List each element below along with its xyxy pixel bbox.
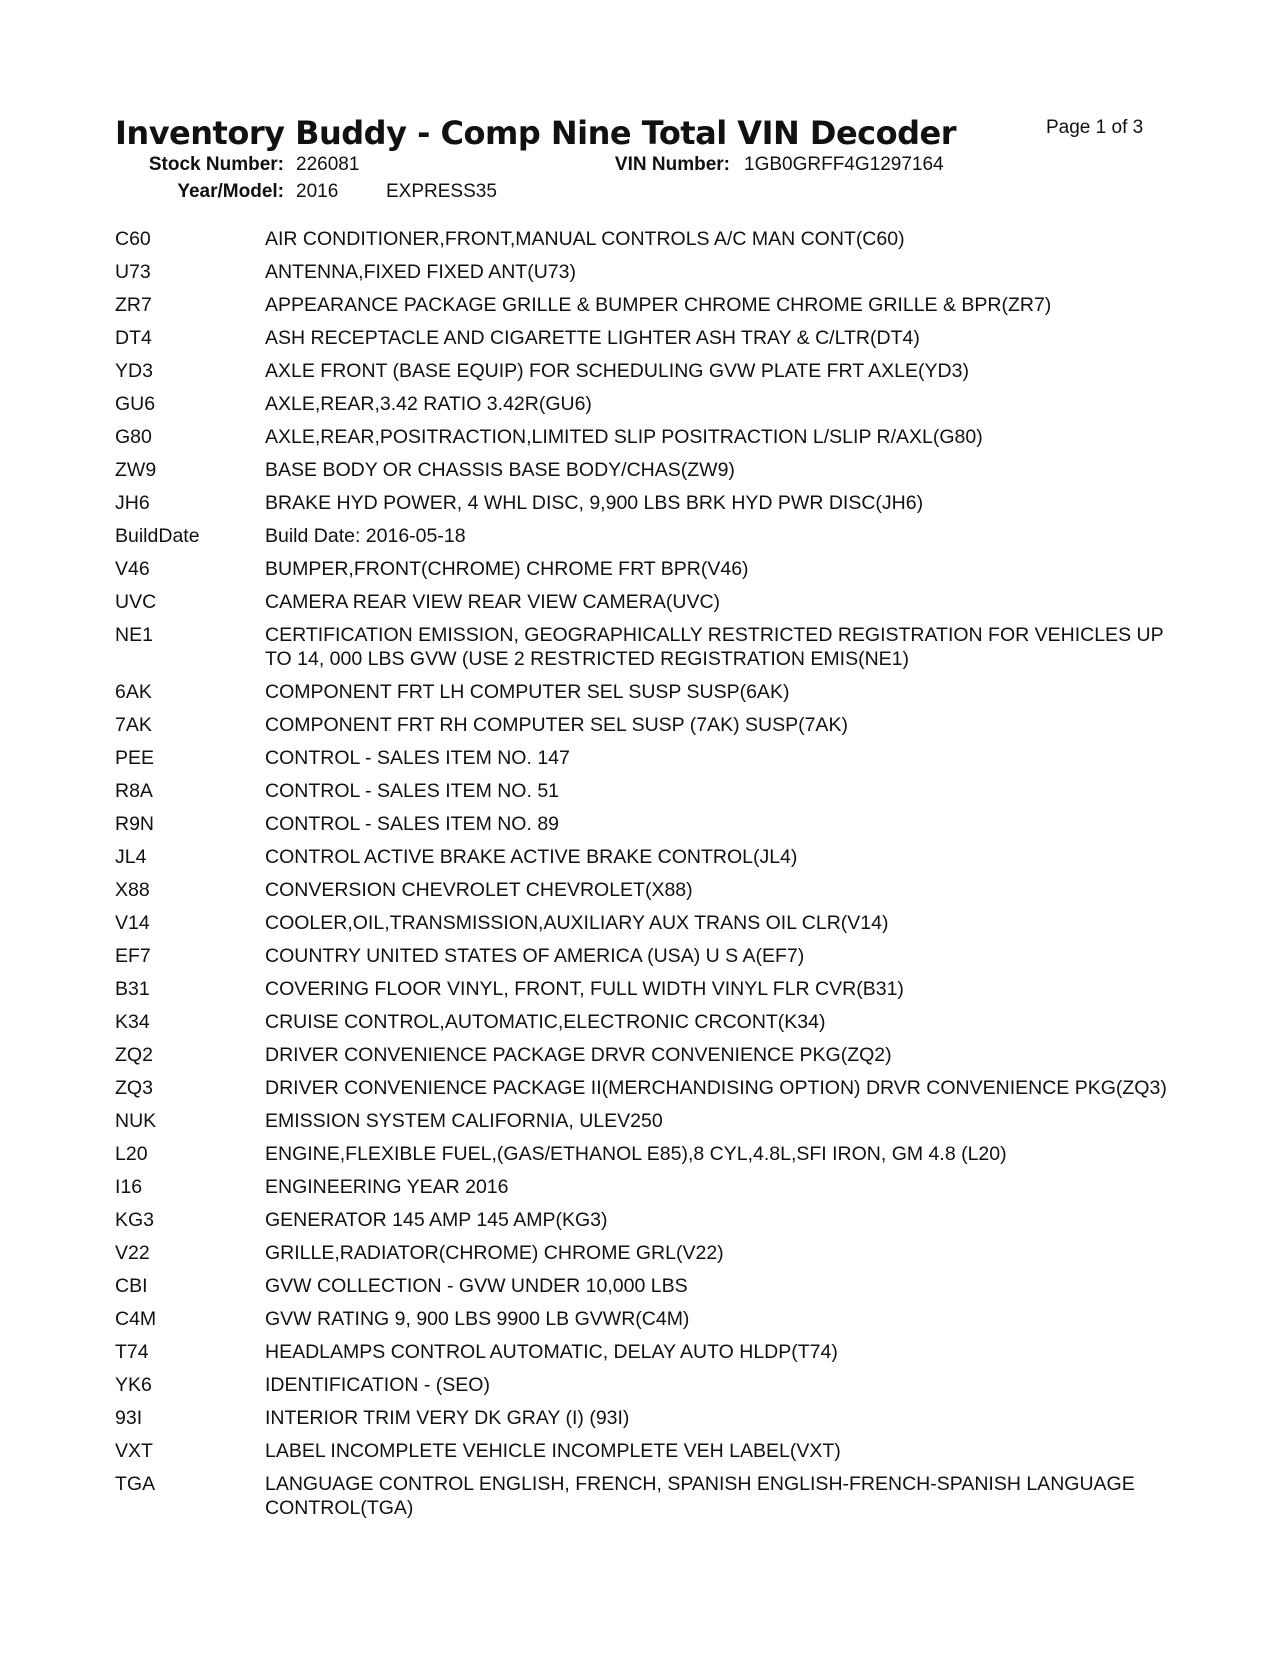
option-description: CRUISE CONTROL,AUTOMATIC,ELECTRONIC CRCONT(K34)	[265, 1011, 826, 1033]
option-code: ZW9	[115, 459, 157, 481]
option-row	[115, 746, 1175, 779]
option-row	[115, 359, 1175, 392]
option-description: ANTENNA,FIXED FIXED ANT(U73)	[265, 261, 576, 283]
option-code: ZR7	[115, 294, 152, 316]
option-description: DRIVER CONVENIENCE PACKAGE II(MERCHANDISING OPTION) DRVR CONVENIENCE PKG(ZQ3)	[265, 1077, 1167, 1099]
option-description: AIR CONDITIONER,FRONT,MANUAL CONTROLS A/C MAN CONT(C60)	[265, 228, 905, 250]
option-description: COOLER,OIL,TRANSMISSION,AUXILIARY AUX TRANS OIL CLR(V14)	[265, 912, 889, 934]
option-row	[115, 1373, 1175, 1406]
option-code: VXT	[115, 1440, 153, 1462]
option-code: U73	[115, 261, 151, 283]
option-code: T74	[115, 1341, 149, 1363]
option-row	[115, 260, 1175, 293]
option-code: C4M	[115, 1308, 157, 1330]
option-code: V46	[115, 558, 150, 580]
option-row	[115, 293, 1175, 326]
option-description: GVW COLLECTION - GVW UNDER 10,000 LBS	[265, 1275, 688, 1297]
option-code: BuildDate	[115, 525, 200, 547]
option-description: CONTROL - SALES ITEM NO. 147	[265, 747, 570, 769]
model-value: EXPRESS35	[386, 181, 497, 202]
option-row	[115, 1010, 1175, 1043]
option-code: G80	[115, 426, 152, 448]
option-code: R9N	[115, 813, 155, 835]
option-row	[115, 713, 1175, 746]
option-description: HEADLAMPS CONTROL AUTOMATIC, DELAY AUTO HLDP(T74)	[265, 1341, 838, 1363]
option-code: ZQ3	[115, 1077, 153, 1099]
option-description: BASE BODY OR CHASSIS BASE BODY/CHAS(ZW9)	[265, 459, 735, 481]
option-row	[115, 1043, 1175, 1076]
option-row	[115, 491, 1175, 524]
option-row	[115, 1274, 1175, 1307]
option-code: GU6	[115, 393, 156, 415]
option-row	[115, 977, 1175, 1010]
option-description: Build Date: 2016-05-18	[265, 525, 466, 547]
option-row	[115, 779, 1175, 812]
option-row	[115, 1406, 1175, 1439]
option-row	[115, 1109, 1175, 1142]
option-row	[115, 1208, 1175, 1241]
option-description: AXLE,REAR,POSITRACTION,LIMITED SLIP POSITRACTION L/SLIP R/AXL(G80)	[265, 426, 983, 448]
stock-number-label: Stock Number:	[148, 154, 284, 175]
option-row	[115, 1439, 1175, 1472]
option-code: NE1	[115, 624, 153, 646]
option-description: CONTROL - SALES ITEM NO. 51	[265, 780, 560, 802]
option-code: X88	[115, 879, 150, 901]
option-code: JL4	[115, 846, 147, 868]
option-code: ZQ2	[115, 1044, 153, 1066]
option-row	[115, 326, 1175, 359]
year-value: 2016	[296, 181, 339, 202]
option-code: 6AK	[115, 681, 152, 703]
option-code: YK6	[115, 1374, 152, 1396]
option-code: 93I	[115, 1407, 143, 1429]
option-row	[115, 1340, 1175, 1373]
option-description: COVERING FLOOR VINYL, FRONT, FULL WIDTH VINYL FLR CVR(B31)	[265, 978, 904, 1000]
option-code: PEE	[115, 747, 155, 769]
year-model-label: Year/Model:	[177, 181, 284, 202]
option-code: UVC	[115, 591, 157, 613]
option-row	[115, 557, 1175, 590]
option-row	[115, 1175, 1175, 1208]
option-row	[115, 623, 1175, 680]
option-row	[115, 845, 1175, 878]
option-description: COMPONENT FRT LH COMPUTER SEL SUSP SUSP(6AK)	[265, 681, 790, 703]
option-description: LABEL INCOMPLETE VEHICLE INCOMPLETE VEH LABEL(VXT)	[265, 1440, 841, 1462]
option-row	[115, 227, 1175, 260]
option-row	[115, 680, 1175, 713]
option-row	[115, 944, 1175, 977]
option-description: CERTIFICATION EMISSION, GEOGRAPHICALLY RESTRICTED REGISTRATION FOR VEHICLES UP TO 14, 000 LBS GVW (USE 2 RESTRICTED REGISTRATION EMIS(NE1)	[265, 624, 1164, 670]
option-description: BRAKE HYD POWER, 4 WHL DISC, 9,900 LBS BRK HYD PWR DISC(JH6)	[265, 492, 924, 514]
option-row	[115, 1307, 1175, 1340]
option-code: CBI	[115, 1275, 148, 1297]
option-row	[115, 590, 1175, 623]
option-row	[115, 1142, 1175, 1175]
option-description: COMPONENT FRT RH COMPUTER SEL SUSP (7AK) SUSP(7AK)	[265, 714, 848, 736]
vin-label: VIN Number:	[614, 154, 730, 175]
option-description: APPEARANCE PACKAGE GRILLE & BUMPER CHROME CHROME GRILLE & BPR(ZR7)	[265, 294, 1052, 316]
option-row	[115, 524, 1175, 557]
option-description: INTERIOR TRIM VERY DK GRAY (I) (93I)	[265, 1407, 630, 1429]
option-description: EMISSION SYSTEM CALIFORNIA, ULEV250	[265, 1110, 663, 1132]
option-row	[115, 812, 1175, 845]
option-description: AXLE FRONT (BASE EQUIP) FOR SCHEDULING GVW PLATE FRT AXLE(YD3)	[265, 360, 969, 382]
option-code: V14	[115, 912, 150, 934]
option-code: L20	[115, 1143, 148, 1165]
option-row	[115, 1241, 1175, 1274]
option-code: K34	[115, 1011, 150, 1033]
option-description: ASH RECEPTACLE AND CIGARETTE LIGHTER ASH TRAY & C/LTR(DT4)	[265, 327, 920, 349]
option-description: IDENTIFICATION - (SEO)	[265, 1374, 490, 1396]
option-description: AXLE,REAR,3.42 RATIO 3.42R(GU6)	[265, 393, 592, 415]
option-description: COUNTRY UNITED STATES OF AMERICA (USA) U S A(EF7)	[265, 945, 805, 967]
option-row	[115, 1472, 1175, 1529]
option-code: V22	[115, 1242, 150, 1264]
option-description: CAMERA REAR VIEW REAR VIEW CAMERA(UVC)	[265, 591, 721, 613]
option-description: GVW RATING 9, 900 LBS 9900 LB GVWR(C4M)	[265, 1308, 690, 1330]
document-title: Inventory Buddy - Comp Nine Total VIN Decoder	[115, 114, 956, 152]
option-description: DRIVER CONVENIENCE PACKAGE DRVR CONVENIENCE PKG(ZQ2)	[265, 1044, 892, 1066]
option-description: ENGINE,FLEXIBLE FUEL,(GAS/ETHANOL E85),8 CYL,4.8L,SFI IRON, GM 4.8 (L20)	[265, 1143, 1007, 1165]
option-code: JH6	[115, 492, 150, 514]
page-number: Page 1 of 3	[1046, 117, 1144, 138]
option-description: CONVERSION CHEVROLET CHEVROLET(X88)	[265, 879, 693, 901]
option-code: B31	[115, 978, 150, 1000]
option-description: ENGINEERING YEAR 2016	[265, 1176, 509, 1198]
option-code: YD3	[115, 360, 153, 382]
option-code: KG3	[115, 1209, 155, 1231]
option-row	[115, 392, 1175, 425]
option-code: TGA	[115, 1473, 156, 1495]
option-description: CONTROL ACTIVE BRAKE ACTIVE BRAKE CONTROL(JL4)	[265, 846, 798, 868]
option-row	[115, 911, 1175, 944]
option-list	[115, 227, 1175, 1529]
option-code: I16	[115, 1176, 143, 1198]
stock-number-value: 226081	[296, 154, 360, 175]
option-code: NUK	[115, 1110, 157, 1132]
vin-value: 1GB0GRFF4G1297164	[744, 154, 944, 175]
option-row	[115, 425, 1175, 458]
option-code: EF7	[115, 945, 151, 967]
option-description: GRILLE,RADIATOR(CHROME) CHROME GRL(V22)	[265, 1242, 724, 1264]
option-description: GENERATOR 145 AMP 145 AMP(KG3)	[265, 1209, 608, 1231]
option-code: 7AK	[115, 714, 152, 736]
option-row	[115, 458, 1175, 491]
option-row	[115, 878, 1175, 911]
option-description: CONTROL - SALES ITEM NO. 89	[265, 813, 560, 835]
option-code: DT4	[115, 327, 152, 349]
option-row	[115, 1076, 1175, 1109]
option-description: LANGUAGE CONTROL ENGLISH, FRENCH, SPANISH ENGLISH-FRENCH-SPANISH LANGUAGE CONTROL(TGA)	[265, 1473, 1135, 1519]
option-description: BUMPER,FRONT(CHROME) CHROME FRT BPR(V46)	[265, 558, 749, 580]
option-code: R8A	[115, 780, 153, 802]
option-code: C60	[115, 228, 151, 250]
